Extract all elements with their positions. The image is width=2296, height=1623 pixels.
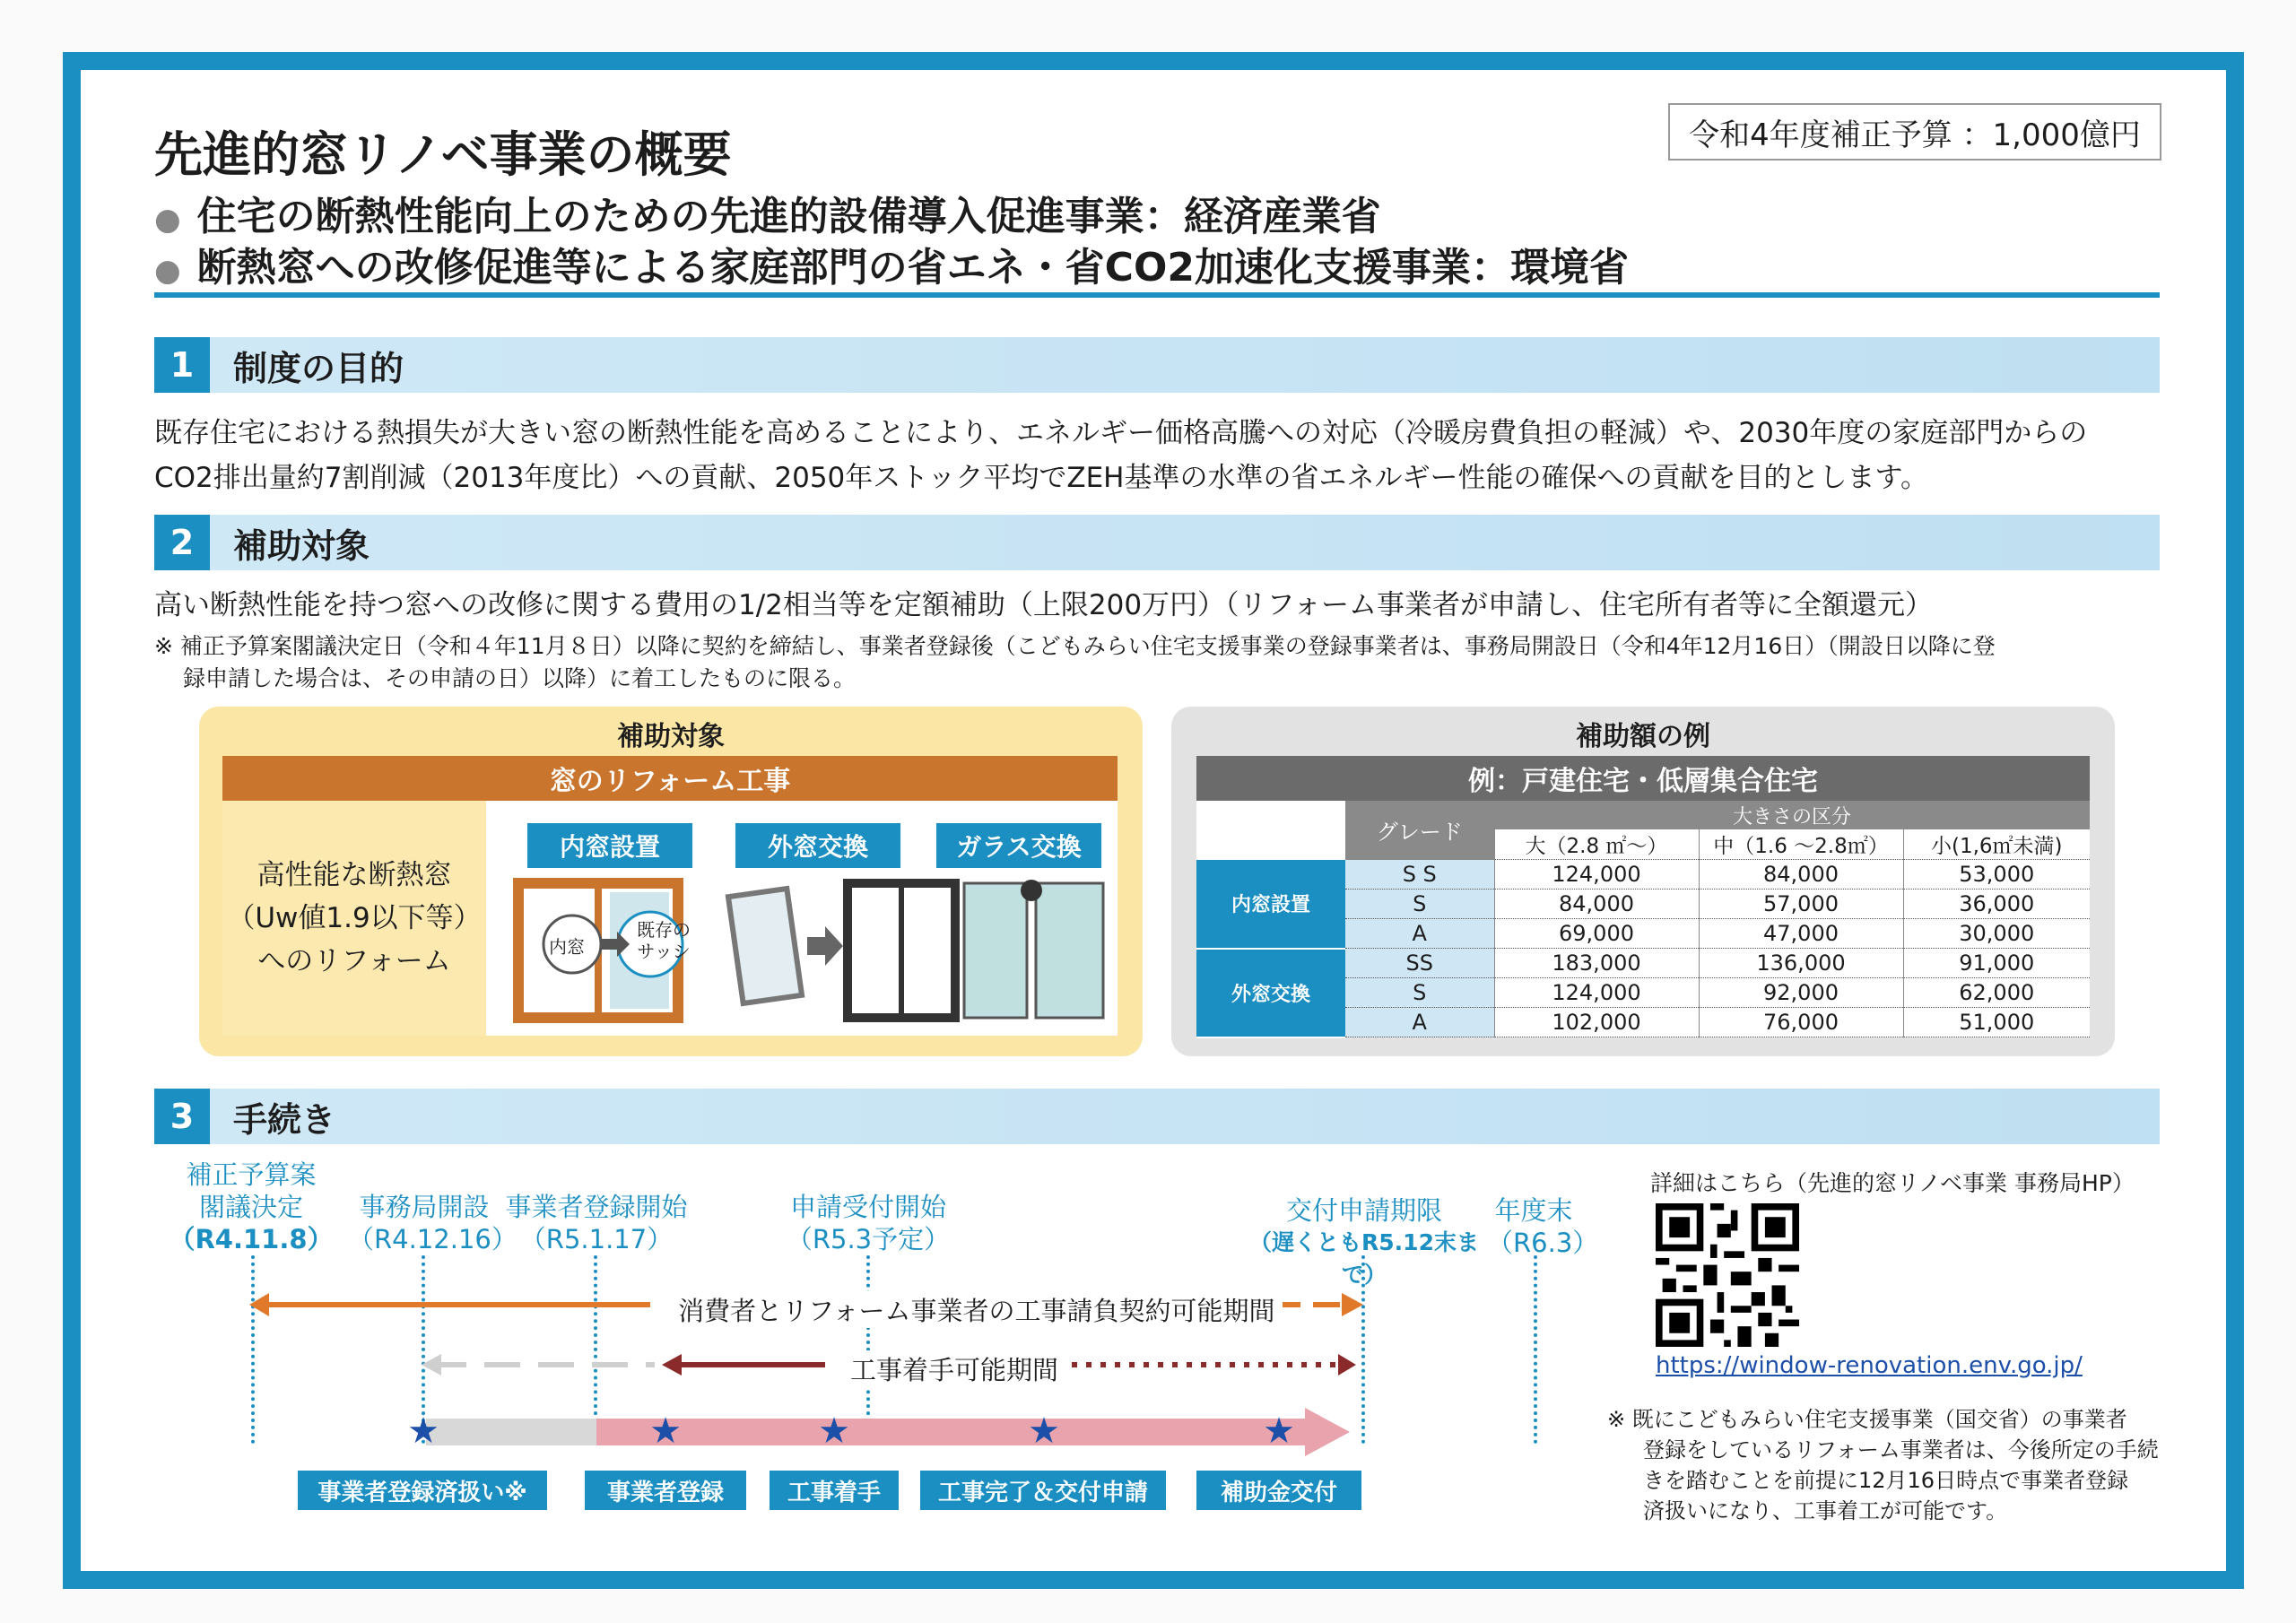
table-subheader-row bbox=[1196, 829, 2090, 860]
milestone-fiscal-end bbox=[1487, 1194, 1599, 1259]
grade-cell: A bbox=[1345, 1008, 1494, 1037]
arrow-icon bbox=[807, 926, 843, 966]
target-box-title: 補助対象 bbox=[617, 721, 725, 752]
page-title: 先進的窓リノベ事業の概要 bbox=[154, 126, 732, 183]
illus-label: 既存の bbox=[637, 919, 691, 941]
milestone-date: （R5.3予定） bbox=[786, 1224, 951, 1254]
note-line: 済扱いになり、工事着工が可能です。 bbox=[1643, 1498, 2008, 1523]
amount-cell: 84,000 bbox=[1699, 860, 1903, 890]
note-line: きを踏むことを前提に12月16日時点で事業者登録 bbox=[1643, 1468, 2129, 1493]
table-header-row bbox=[1196, 801, 2090, 829]
star-icon: ★ bbox=[818, 1410, 850, 1452]
section-label: 制度の目的 bbox=[233, 348, 404, 388]
details-label: 詳細はこちら（先進的窓リノベ事業 事務局HP） bbox=[1650, 1170, 2135, 1196]
amount-cell: 69,000 bbox=[1494, 919, 1699, 949]
section-label: 手続き bbox=[233, 1099, 336, 1140]
amount-cell: 84,000 bbox=[1494, 890, 1699, 919]
construction-arrow-left bbox=[662, 1354, 682, 1376]
amount-cell: 53,000 bbox=[1903, 860, 2090, 890]
note-line: ※ 既にこどもみらい住宅支援事業（国交省）の事業者 bbox=[1607, 1407, 2127, 1432]
arrow-circle-icon bbox=[1021, 880, 1042, 901]
illus-label: サッシ bbox=[637, 941, 691, 962]
amount-cell: 183,000 bbox=[1494, 949, 1699, 978]
contract-period-arrow-right bbox=[1342, 1293, 1363, 1316]
step-start: 工事着手 bbox=[770, 1471, 899, 1510]
milestone-application bbox=[778, 1191, 958, 1255]
amount-cell: 124,000 bbox=[1494, 978, 1699, 1008]
section-label: 補助対象 bbox=[233, 525, 370, 566]
bullet-meti: ● 住宅の断熱性能向上のための先進的設備導入促進事業：経済産業省 bbox=[154, 194, 1381, 239]
contract-period-label: 消費者とリフォーム事業者の工事請負契約可能期間 bbox=[671, 1291, 1283, 1328]
milestone-label: 申請受付開始 bbox=[789, 1192, 946, 1222]
amount-cell: 76,000 bbox=[1699, 1008, 1903, 1037]
construction-gray-arrow bbox=[422, 1354, 441, 1376]
desc-line: 高性能な断熱窓 bbox=[257, 859, 452, 891]
target-description bbox=[222, 801, 486, 1036]
flow-bar-gray bbox=[426, 1419, 596, 1445]
milestone-date: （R4.11.8） bbox=[169, 1224, 334, 1254]
step-registered: 事業者登録済扱い※ bbox=[298, 1471, 547, 1510]
milestone-date: （遅くともR5.12末まで） bbox=[1249, 1229, 1479, 1288]
table-title-row bbox=[1196, 756, 2090, 801]
milestone-date: （R6.3） bbox=[1487, 1228, 1599, 1258]
details-url-link[interactable]: https://window-renovation.env.go.jp/ bbox=[1656, 1352, 2083, 1379]
desc-line: へのリフォーム bbox=[257, 945, 451, 977]
qr-finder-core bbox=[1669, 1313, 1690, 1333]
amount-cell: 51,000 bbox=[1903, 1008, 2090, 1037]
step-registration: 事業者登録 bbox=[585, 1471, 746, 1510]
star-icon: ★ bbox=[1028, 1410, 1060, 1452]
glass-section-right bbox=[1036, 883, 1103, 1018]
milestone-label: 事業者登録開始 bbox=[505, 1192, 688, 1222]
qr-finder-core bbox=[1765, 1217, 1786, 1237]
milestone-cabinet bbox=[161, 1159, 341, 1255]
grade-cell: S S bbox=[1345, 860, 1494, 890]
flow-bar-arrowhead bbox=[1305, 1408, 1350, 1456]
flow-bar-pink bbox=[596, 1419, 1305, 1445]
step-completion: 工事完了＆交付申請 bbox=[920, 1471, 1166, 1510]
amount-cell: 92,000 bbox=[1699, 978, 1903, 1008]
grade-cell: A bbox=[1345, 919, 1494, 949]
grade-cell: SS bbox=[1345, 949, 1494, 978]
grade-cell: S bbox=[1345, 890, 1494, 919]
details-note bbox=[1607, 1404, 2181, 1526]
target-box-header: 窓のリフォーム工事 bbox=[222, 756, 1118, 801]
illus-label-inner: 内窓 bbox=[549, 936, 585, 958]
size-header: 大きさの区分 bbox=[1494, 801, 2090, 829]
type-glass: ガラス交換 bbox=[936, 823, 1101, 868]
size-col: 小(1,6㎡未満) bbox=[1903, 829, 2090, 860]
milestone-date: （R5.1.17） bbox=[519, 1224, 674, 1254]
section-header-1 bbox=[154, 337, 2160, 393]
amount-table bbox=[1196, 756, 2090, 1038]
milestone-office bbox=[348, 1191, 517, 1255]
size-col: 中（1.6 ～2.8㎡） bbox=[1699, 829, 1903, 860]
purpose-line: CO2排出量約7割削減（2013年度比）への貢献、2050年ストック平均でZEH基準の水準の省エネルギー性能の確保への貢献を目的とします。 bbox=[154, 462, 1928, 494]
amount-cell: 30,000 bbox=[1903, 919, 2090, 949]
type-outer-window: 外窓交換 bbox=[735, 823, 900, 868]
subsidy-text: 高い断熱性能を持つ窓への改修に関する費用の1/2相当等を定額補助（上限200万円）（リフォーム事業者が申請し、住宅所有者等に全額還元） bbox=[154, 589, 1934, 621]
budget-box: 令和4年度補正予算 ：1,000億円 bbox=[1668, 103, 2161, 161]
amount-cell: 136,000 bbox=[1699, 949, 1903, 978]
title-rule bbox=[154, 292, 2160, 298]
bullet-text: 住宅の断熱性能向上のための先進的設備導入促進事業：経済産業省 bbox=[196, 194, 1381, 239]
size-col: 大（2.8 ㎡～） bbox=[1494, 829, 1699, 860]
table-row bbox=[1196, 949, 2090, 978]
note-line: ※ 補正予算案閣議決定日（令和４年11月８日）以降に契約を締結し、事業者登録後（こどもみらい住宅支援事業の登録事業者は、事務局開設日（令和4年12月16日）（開設日以降に登 bbox=[154, 633, 1996, 659]
section-header-2 bbox=[154, 515, 2160, 570]
star-icon: ★ bbox=[407, 1410, 439, 1452]
milestone-label: 年度末 bbox=[1494, 1195, 1573, 1226]
construction-arrow-right bbox=[1338, 1354, 1356, 1376]
step-payment: 補助金交付 bbox=[1196, 1471, 1361, 1510]
milestone-label: 交付申請期限 bbox=[1285, 1195, 1442, 1226]
amount-cell: 102,000 bbox=[1494, 1008, 1699, 1037]
purpose-text bbox=[154, 411, 2163, 500]
purpose-line: 既存住宅における熱損失が大きい窓の断熱性能を高めることにより、エネルギー価格高騰への対応（冷暖房費負担の軽減）や、2030年度の家庭部門からの bbox=[154, 417, 2088, 449]
amount-cell: 91,000 bbox=[1903, 949, 2090, 978]
table-row bbox=[1196, 860, 2090, 890]
amount-box-title: 補助額の例 bbox=[1576, 721, 1710, 752]
construction-period-label: 工事着手可能期間 bbox=[843, 1350, 1065, 1387]
milestone-registration bbox=[499, 1191, 694, 1255]
section-number: 3 bbox=[154, 1089, 210, 1144]
note-line: 録申請した場合は、その申請の日）以降）に着工したものに限る。 bbox=[183, 665, 857, 691]
grade-header: グレード bbox=[1345, 801, 1494, 860]
star-icon: ★ bbox=[649, 1410, 682, 1452]
qr-code bbox=[1656, 1203, 1799, 1347]
milestone-label: 事務局開設 bbox=[359, 1192, 490, 1222]
illus-label-sash bbox=[637, 919, 691, 962]
star-icon: ★ bbox=[1263, 1410, 1295, 1452]
amount-cell: 36,000 bbox=[1903, 890, 2090, 919]
milestone-label: 補正予算案 閣議決定 bbox=[186, 1159, 317, 1222]
amount-cell: 57,000 bbox=[1699, 890, 1903, 919]
grade-cell: S bbox=[1345, 978, 1494, 1008]
row-group-label: 外窓交換 bbox=[1196, 949, 1345, 1037]
section-number: 2 bbox=[154, 515, 210, 570]
desc-line: （Uw値1.9以下等） bbox=[227, 902, 482, 934]
milestone-line bbox=[1534, 1255, 1537, 1444]
subsidy-note bbox=[154, 630, 2163, 695]
contract-period-arrow-left bbox=[249, 1293, 269, 1316]
note-line: 登録をしているリフォーム事業者は、今後所定の手続 bbox=[1643, 1437, 2159, 1462]
amount-cell: 62,000 bbox=[1903, 978, 2090, 1008]
amount-cell: 124,000 bbox=[1494, 860, 1699, 890]
table-title: 例：戸建住宅・低層集合住宅 bbox=[1196, 756, 2090, 801]
section-header-3 bbox=[154, 1089, 2160, 1144]
section-number: 1 bbox=[154, 337, 210, 393]
glass-section-left bbox=[964, 883, 1027, 1018]
outer-window-sash bbox=[728, 889, 802, 1003]
row-group-label: 内窓設置 bbox=[1196, 860, 1345, 949]
milestone-date: （R4.12.16） bbox=[348, 1224, 517, 1254]
amount-cell: 47,000 bbox=[1699, 919, 1903, 949]
bullet-moe: ● 断熱窓への改修促進等による家庭部門の省エネ・省CO2加速化支援事業：環境省 bbox=[154, 245, 1629, 291]
bullet-text: 断熱窓への改修促進等による家庭部門の省エネ・省CO2加速化支援事業：環境省 bbox=[196, 245, 1629, 291]
qr-finder-core bbox=[1669, 1217, 1690, 1237]
window-illustration bbox=[511, 874, 1112, 1027]
type-inner-window: 内窓設置 bbox=[527, 823, 692, 868]
